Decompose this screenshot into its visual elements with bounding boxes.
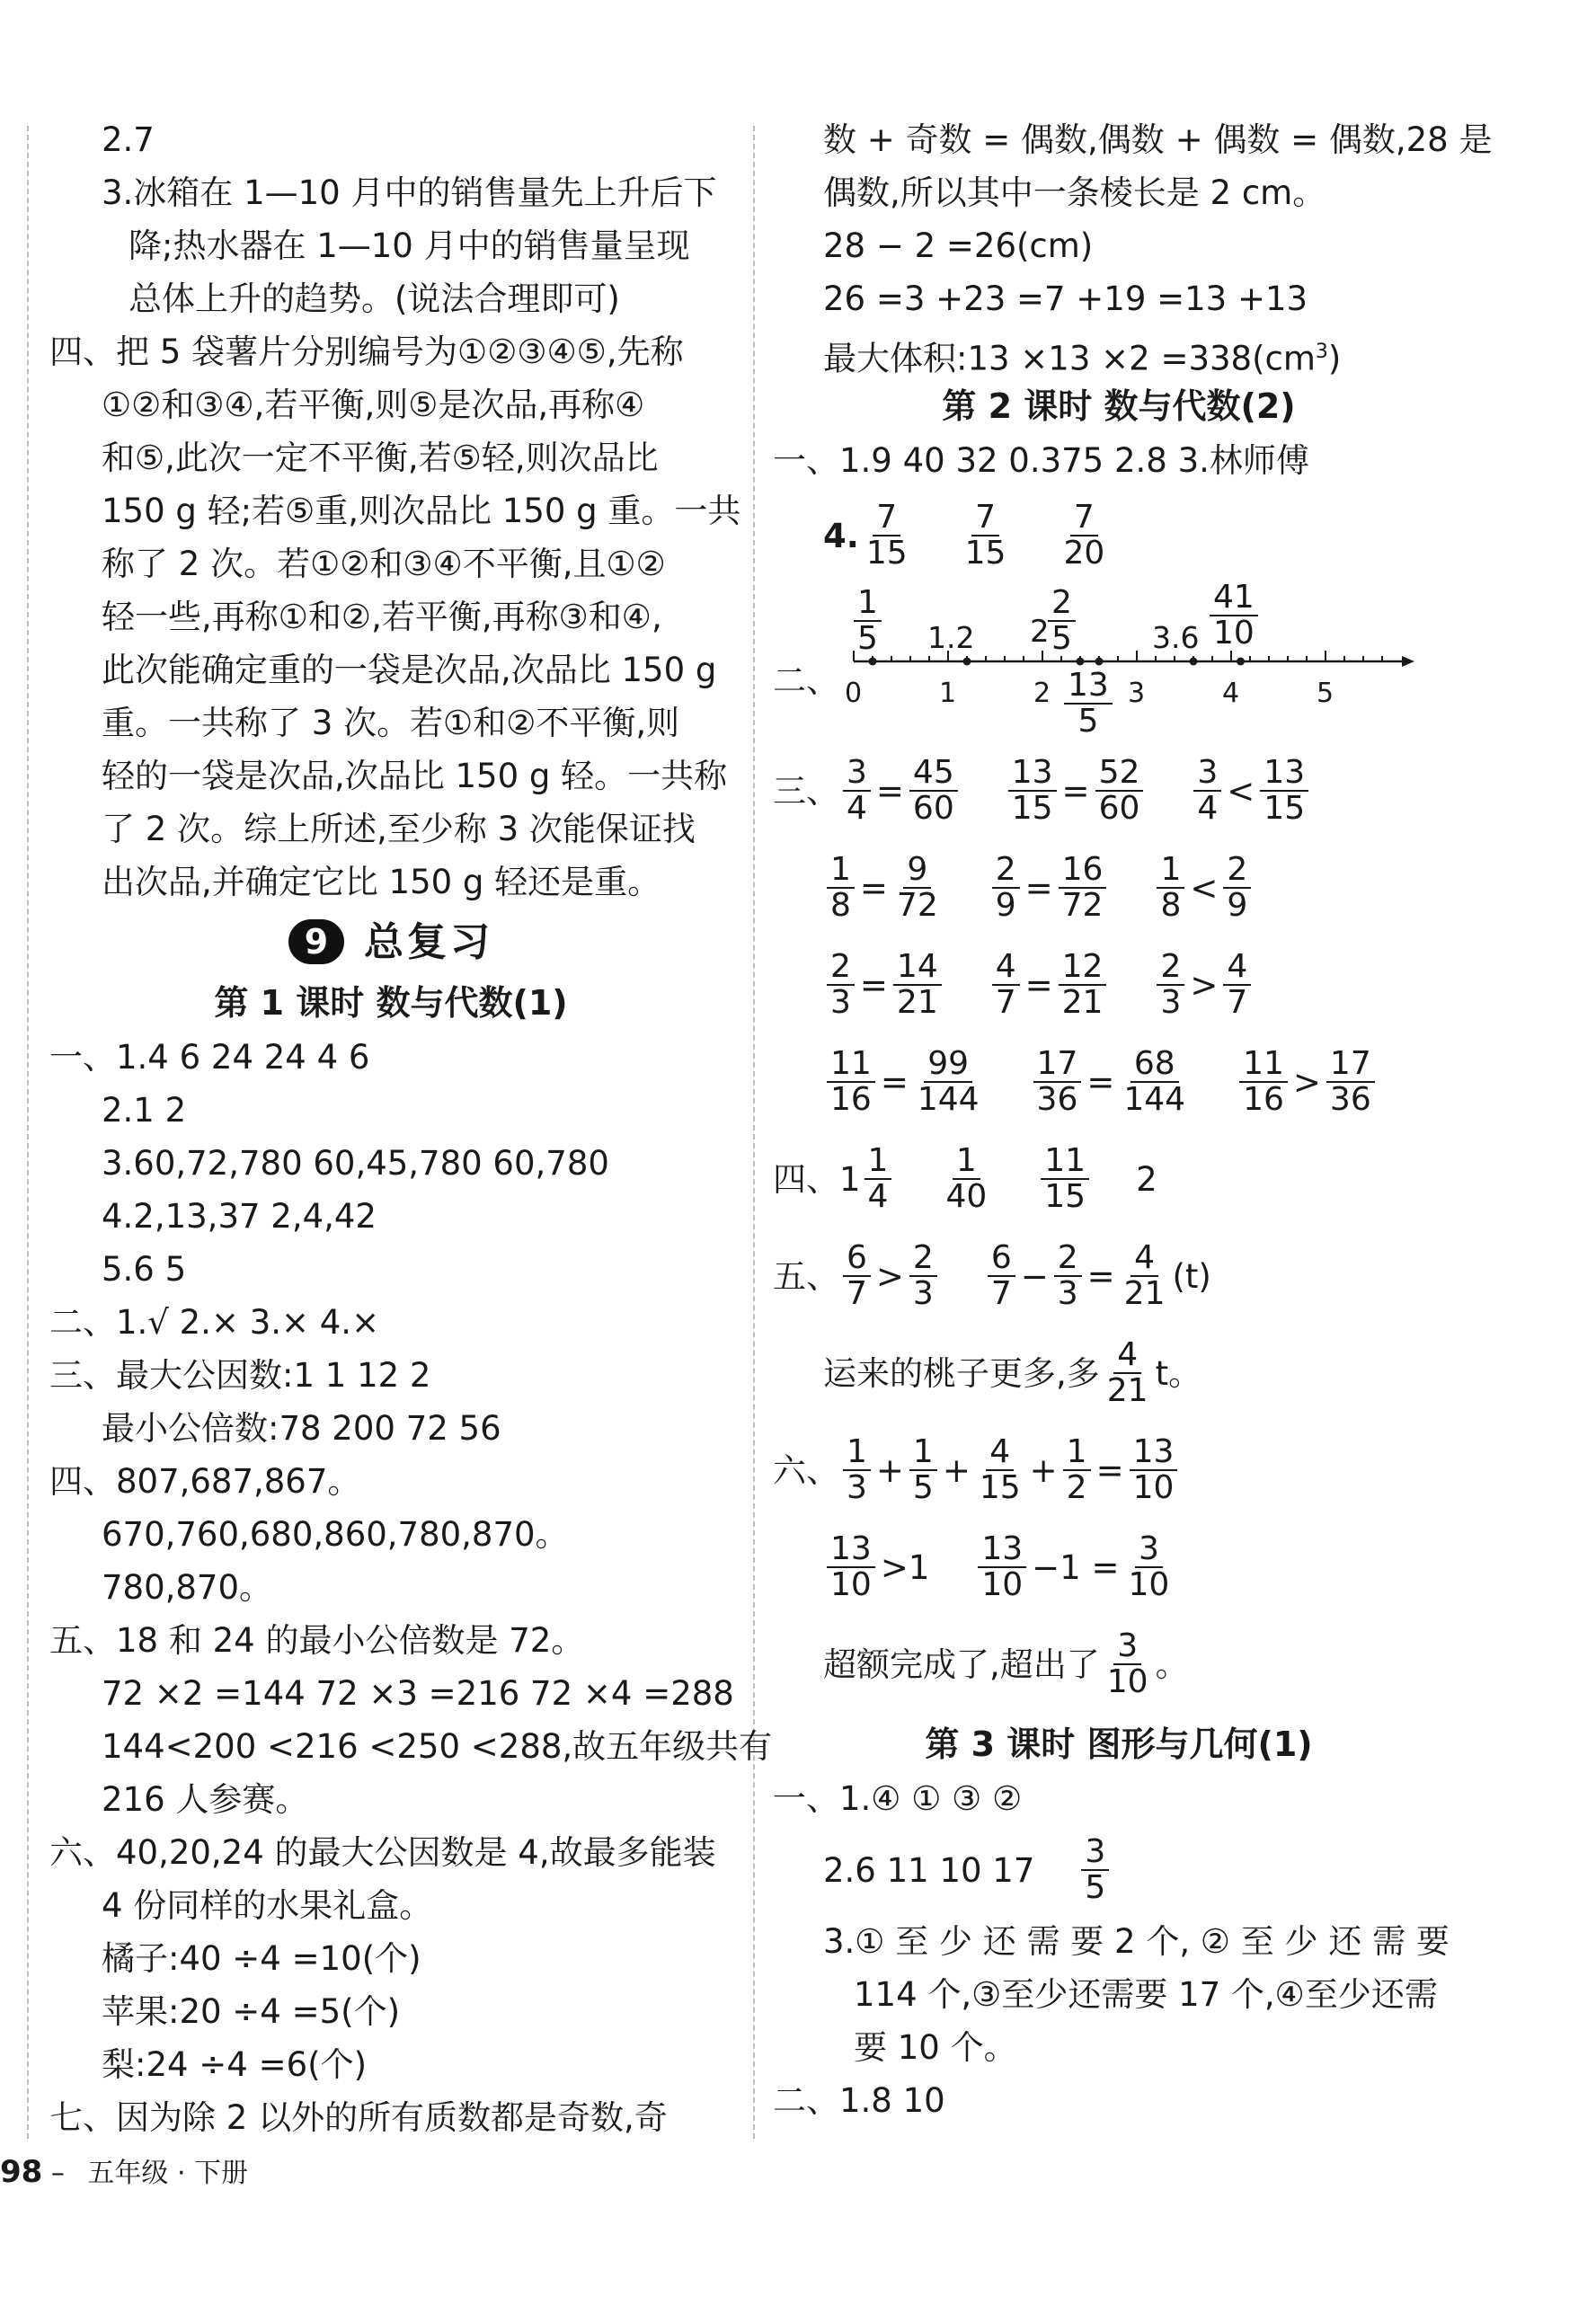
fraction: $\frac{13}{10}$ [1130, 1435, 1178, 1505]
denominator: 20 [1063, 535, 1105, 572]
denominator: 36 [1329, 1081, 1371, 1118]
fraction [893, 950, 942, 1020]
answer-line: 橘子:40 ÷4 =10(个) [102, 1939, 421, 1978]
operator: = [859, 868, 888, 908]
operator: = [1086, 1062, 1115, 1102]
item-label: 四、 [773, 1159, 839, 1199]
fraction: 1 40 [945, 1142, 988, 1215]
answer-text: 超额完成了,超出了 [823, 1645, 1100, 1684]
denominator: 8 [830, 887, 851, 924]
fraction [827, 853, 855, 923]
volume-close: ) [1327, 339, 1342, 378]
answer-line: 72 ×2 =144 72 ×3 =216 72 ×4 =288 [102, 1674, 734, 1713]
denominator: 15 [964, 535, 1006, 572]
fraction: $\frac{4}{21}$ [1123, 1239, 1166, 1312]
fraction: $\frac{3}{10}$ [1128, 1530, 1170, 1603]
answer-line: 2.1 2 [102, 1091, 187, 1130]
answer-line: 780,870。 [102, 1568, 273, 1607]
unit-heading [49, 909, 732, 975]
answer-line: 2.7 [102, 120, 155, 159]
numerator: 11 [1239, 1047, 1288, 1083]
tick-label: 2 [1033, 678, 1051, 709]
answer-line: 和⑤,此次一定不平衡,若⑤轻,则次品比 [102, 439, 659, 477]
fraction-line [773, 1825, 1465, 1915]
unit: (t) [1172, 1256, 1211, 1296]
fraction [1059, 853, 1107, 923]
page-footer [0, 2150, 248, 2190]
fraction [893, 853, 942, 923]
fraction: 11 15 [1041, 1144, 1089, 1214]
number-line-question [773, 579, 1465, 742]
fraction: 2 3 [909, 1241, 937, 1311]
answer-line: 三、最大公因数:1 1 12 2 [49, 1356, 431, 1395]
numerator: 1 [1157, 853, 1184, 889]
numerator: 17 [1033, 1047, 1082, 1083]
grade-label: 五年级 · 下册 [87, 2158, 249, 2189]
operator: = [880, 1062, 909, 1102]
answer-line: 114 个,③至少还需要 17 个,④至少还需 [854, 1975, 1438, 2014]
denominator: 36 [1036, 1081, 1078, 1118]
answer-line: 3.① 至 少 还 需 要 2 个, ② 至 少 还 需 要 [823, 1922, 1450, 1961]
numerator: 17 [1326, 1047, 1375, 1083]
denominator: 72 [1061, 887, 1104, 924]
denominator: 16 [830, 1081, 872, 1118]
answer-line: 26 =3 +23 =7 +19 =13 +13 [823, 279, 1308, 318]
mixed-whole: 1 [839, 1159, 861, 1199]
denominator: 15 [1264, 790, 1306, 827]
period: 。 [1155, 1645, 1189, 1684]
denominator: 144 [917, 1081, 980, 1118]
operator: = [875, 771, 904, 811]
numerator: 3 [1193, 756, 1221, 792]
point-dot [1077, 658, 1085, 666]
denominator: 4 [1197, 790, 1219, 827]
fraction-line: 六、 1 3 + $\frac{1}{5}$ + $\frac{4}{15}$ + $\frac{1}{2}$ = $\frac{13}{10}$ [773, 1422, 1465, 1519]
fraction-line [773, 1130, 1465, 1228]
fraction [1060, 501, 1108, 571]
denominator: 144 [1123, 1081, 1186, 1118]
answer-line: 670,760,680,860,780,870。 [102, 1515, 569, 1554]
fraction [1223, 853, 1251, 923]
operator: < [1190, 868, 1219, 908]
fraction: $\frac{2}{3}$ [1054, 1241, 1082, 1311]
answer-line: 一、1.4 6 24 24 4 6 [49, 1038, 370, 1077]
answer-line: 216 人参赛。 [102, 1780, 309, 1819]
fraction [827, 1047, 875, 1117]
numerator: 45 [909, 756, 958, 792]
answer-line: 二、1.√ 2.× 3.× 4.× [49, 1303, 380, 1342]
numerator: 68 [1130, 1047, 1179, 1083]
numerator: 52 [1095, 756, 1144, 792]
fraction-2-5: 2 5 [1048, 586, 1076, 656]
numerator: 16 [1059, 853, 1107, 889]
fraction [1326, 1047, 1375, 1117]
fraction-line: 五、 6 7 > 2 3 6 7 − $\frac{2}{3}$ = $\frac{4}{21}$ (t) [773, 1239, 1211, 1312]
point-dot [869, 658, 877, 666]
answer-line: 4.2,13,37 2,4,42 [102, 1197, 377, 1236]
numerator: 7 [1070, 501, 1098, 536]
answer-line: 轻一些,再称①和②,若平衡,再称③和④, [102, 598, 662, 636]
fraction [1223, 950, 1251, 1020]
answer-line: 四、807,687,867。 [49, 1462, 361, 1501]
fraction-line [773, 487, 1465, 584]
numerator: 4 [1223, 950, 1251, 986]
fraction-1-5: 1 5 [854, 586, 882, 656]
fraction: 6 7 [843, 1241, 871, 1311]
numerator: 7 [971, 501, 999, 536]
fraction: 3 5 [1081, 1835, 1109, 1905]
fraction-line [773, 1325, 1465, 1422]
operator: < [1227, 771, 1255, 811]
lesson-title: 第 3 课时 图形与几何(1) [925, 1724, 1313, 1764]
item-label: 4. [823, 516, 859, 555]
answer-line: 总体上升的趋势。(说法合理即可) [129, 279, 620, 318]
fraction-line [773, 1616, 1465, 1713]
tick-label: 0 [845, 678, 863, 709]
page-number: 98 [0, 2154, 43, 2190]
unit-title: 总复习 [364, 918, 493, 965]
fraction: 13 10 [827, 1532, 875, 1602]
footer-dash: – [50, 2158, 65, 2189]
numerator: 12 [1059, 950, 1107, 986]
operator: = [859, 965, 888, 1005]
denominator: 72 [896, 887, 938, 924]
numerator: 13 [1008, 756, 1057, 792]
mixed-whole: 2 [1030, 614, 1050, 650]
answer-line: 要 10 个。 [854, 2028, 1017, 2067]
fraction: 3 10 [1106, 1627, 1148, 1700]
unit: t。 [1155, 1353, 1202, 1393]
fraction [992, 853, 1020, 923]
numerator: 2 [992, 853, 1020, 889]
fraction [1157, 853, 1184, 923]
label-3-6: 3.6 [1152, 620, 1200, 655]
fraction: 1 4 [864, 1144, 892, 1214]
answer-line: 四、把 5 袋薯片分别编号为①②③④⑤,先称 [49, 332, 684, 371]
fraction [1260, 756, 1308, 826]
fraction: 13 10 [978, 1532, 1026, 1602]
answer-line: 3.冰箱在 1—10 月中的销售量先上升后下 [102, 173, 717, 212]
denominator: 9 [995, 887, 1016, 924]
lesson-title: 第 2 课时 数与代数(2) [942, 386, 1296, 426]
answer-line: 降;热水器在 1—10 月中的销售量呈现 [129, 226, 690, 265]
fraction-line [773, 839, 1465, 936]
operator: > [1292, 1062, 1321, 1102]
numerator: 2 [1223, 853, 1251, 889]
answer-line: 七、因为除 2 以外的所有质数都是奇数,奇 [49, 2098, 668, 2137]
left-column [49, 113, 773, 2144]
answer-line: ①②和③④,若平衡,则⑤是次品,再称④ [102, 386, 645, 424]
denominator: 60 [1098, 790, 1140, 827]
denominator: 8 [1160, 887, 1182, 924]
fraction [1239, 1047, 1288, 1117]
numerator: 11 [827, 1047, 875, 1083]
answer-line: 一、1.9 40 32 0.375 2.8 3.林师傅 [773, 441, 1309, 480]
answer-line: 五、18 和 24 的最小公倍数是 72。 [49, 1621, 585, 1660]
denominator: 15 [865, 535, 908, 572]
numerator: 2 [827, 950, 855, 986]
answer-line: 一、1.④ ① ③ ② [773, 1779, 1023, 1818]
operator: = [1024, 868, 1053, 908]
answer-line: 此次能确定重的一袋是次品,次品比 150 g [102, 651, 717, 689]
denominator: 60 [912, 790, 954, 827]
fraction [1033, 1047, 1082, 1117]
denominator: 15 [1011, 790, 1053, 827]
unit-number-badge: 9 [288, 919, 344, 964]
denominator: 4 [847, 790, 867, 827]
item-label: 三、 [773, 771, 839, 811]
denominator: 21 [896, 984, 938, 1021]
denominator: 3 [830, 984, 851, 1021]
answer-text: 2.6 11 10 17 [823, 1850, 1035, 1890]
answer-line: 了 2 次。综上所述,至少称 3 次能保证找 [102, 810, 696, 848]
answer-line: 5.6 5 [102, 1250, 187, 1289]
answer-line: 28 − 2 =26(cm) [823, 226, 1094, 265]
answer-line: 称了 2 次。若①②和③④不平衡,且①② [102, 545, 666, 583]
answer-line: 苹果:20 ÷4 =5(个) [102, 1992, 401, 2031]
fraction [909, 756, 958, 826]
fraction [863, 501, 911, 571]
numerator: 7 [873, 501, 900, 536]
numerator: 3 [843, 756, 871, 792]
numerator: 2 [1157, 950, 1184, 986]
denominator: 7 [995, 984, 1016, 1021]
fraction [1157, 950, 1184, 1020]
fraction: $\frac{4}{15}$ [979, 1433, 1021, 1506]
answer-line: 出次品,并确定它比 150 g 轻还是重。 [102, 863, 661, 901]
answer-line: 3.60,72,780 60,45,780 60,780 [102, 1144, 609, 1183]
volume-exponent: 3 [1315, 341, 1328, 363]
answer-value: 2 [1136, 1159, 1157, 1199]
right-column [773, 113, 1493, 2127]
volume-text: 最大体积:13 ×13 ×2 =338(cm [823, 339, 1316, 378]
answer-line: 梨:24 ÷4 =6(个) [102, 2045, 368, 2084]
numerator: 9 [903, 853, 931, 889]
fraction [1008, 756, 1057, 826]
fraction-comparisons [773, 742, 1465, 1130]
fraction [1120, 1047, 1189, 1117]
tick-label: 5 [1317, 678, 1334, 709]
answer-line: 轻的一袋是次品,次品比 150 g 轻。一共称 [102, 757, 728, 795]
fraction: $\frac{1}{5}$ [909, 1435, 937, 1505]
answer-line: 数 + 奇数 = 偶数,偶数 + 偶数 = 偶数,28 是 [823, 120, 1493, 159]
label-1-2: 1.2 [927, 620, 975, 655]
answer-line: 重。一共称了 3 次。若①和②不平衡,则 [102, 704, 680, 742]
denominator: 16 [1243, 1081, 1284, 1118]
answer-line: 144<200 <216 <250 <288,故五年级共有 [102, 1727, 773, 1766]
fraction [914, 1047, 983, 1117]
fraction-line [773, 936, 1465, 1033]
fraction [1059, 950, 1107, 1020]
fraction: 1 3 [843, 1435, 871, 1505]
fraction: $\frac{1}{2}$ [1063, 1435, 1091, 1505]
answer-line: 150 g 轻;若⑤重,则次品比 150 g 重。一共 [102, 492, 741, 530]
column-divider-center [753, 126, 757, 2139]
fraction [827, 950, 855, 1020]
answer-line: 4 份同样的水果礼盒。 [102, 1886, 433, 1925]
operator: = [1061, 771, 1090, 811]
denominator: 3 [1160, 984, 1182, 1021]
operator: = [1024, 965, 1053, 1005]
fraction: 6 7 [988, 1241, 1015, 1311]
answer-line: 偶数,所以其中一条棱长是 2 cm。 [823, 173, 1326, 212]
numerator: 14 [893, 950, 942, 986]
point-dot [1237, 658, 1245, 666]
item-label: 六、 [773, 1450, 839, 1490]
answer-line [773, 325, 1465, 378]
item-label: 二、 [773, 661, 839, 700]
fraction-line [773, 1033, 1465, 1130]
numerator: 1 [827, 853, 855, 889]
fraction-41-10: 41 10 [1210, 581, 1258, 651]
numerator: 13 [1260, 756, 1308, 792]
fraction-13-5: 13 5 [1064, 669, 1113, 739]
operator: > [1190, 965, 1219, 1005]
fraction [843, 756, 871, 826]
answer-line: 六、40,20,24 的最大公因数是 4,故最多能装 [49, 1833, 716, 1872]
denominator: 21 [1061, 984, 1104, 1021]
answer-text: 运来的桃子更多,多 [823, 1353, 1100, 1393]
fraction [962, 501, 1010, 571]
fraction-line [773, 742, 1465, 839]
denominator: 9 [1227, 887, 1248, 924]
answer-line: 二、1.8 10 [773, 2081, 945, 2120]
tick-label: 3 [1128, 678, 1146, 709]
numerator: 4 [992, 950, 1020, 986]
tick-label: 4 [1222, 678, 1240, 709]
point-dot [1095, 658, 1104, 666]
fraction [1193, 756, 1221, 826]
answer-line: 最小公倍数:78 200 72 56 [102, 1409, 501, 1448]
denominator: 7 [1227, 984, 1248, 1021]
numerator: 99 [924, 1047, 972, 1083]
lesson-title: 第 1 课时 数与代数(1) [214, 983, 568, 1023]
fraction: 4 21 [1106, 1336, 1148, 1409]
column-divider-left [27, 126, 31, 2139]
fraction [992, 950, 1020, 1020]
tick-label: 1 [939, 678, 957, 709]
item-label: 五、 [773, 1256, 839, 1296]
fraction-line: 13 10 >1 13 10 −1 = $\frac{3}{10}$ [773, 1519, 1465, 1616]
fraction [1095, 756, 1144, 826]
